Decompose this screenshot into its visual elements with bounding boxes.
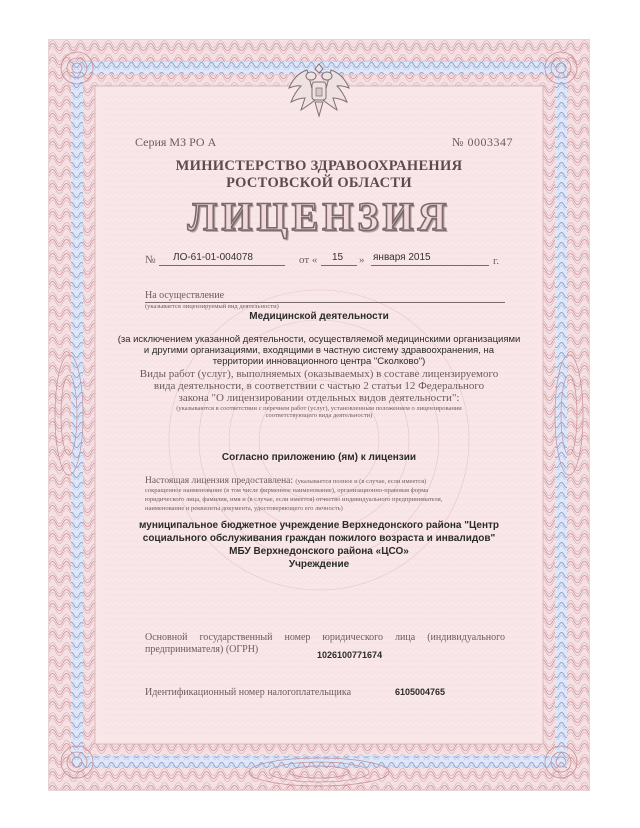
license-month-year: января 2015 — [373, 252, 431, 263]
license-form-number: № 0003347 — [452, 135, 513, 149]
quote-close: » — [359, 254, 365, 266]
activity-exception — [49, 334, 589, 367]
year-suffix: г. — [493, 255, 500, 267]
exception-line-3: территории инновационного центра "Сколково") — [212, 356, 426, 367]
activity-type: Медицинской деятельности — [249, 311, 389, 322]
licensee-org-form: Учреждение — [288, 559, 350, 570]
works-hint-2: соответствующего вида деятельности) — [265, 412, 373, 419]
works-hint — [49, 405, 589, 419]
granted-hint-1: (указывается полное и (в случае, если имеется) — [295, 478, 427, 485]
works-line-3: закона "О лицензировании отдельных видов деятельности": — [178, 392, 460, 404]
ministry-line-1: МИНИСТЕРСТВО ЗДРАВООХРАНЕНИЯ — [175, 158, 463, 174]
inn-label: Идентификационный номер налогоплательщика — [145, 687, 352, 698]
activity-intro: На осуществление — [145, 290, 225, 301]
licensee-short-name: МБУ Верхнедонского района «ЦСО» — [229, 546, 409, 557]
number-sign: № — [145, 254, 156, 266]
licensee-name-line-2: социального обслуживания граждан пожилого возраста и инвалидов" — [142, 533, 496, 544]
exception-line-1: (за исключением указанной деятельности, осуществляемой медицинскими организациями — [117, 334, 521, 345]
exception-line-2: и другими организациями, входящими в частную систему здравоохранения, на — [143, 345, 495, 356]
ogrn-value: 1026100771674 — [317, 650, 383, 660]
license-content — [49, 40, 589, 790]
granted-hint-4: наименование и реквизиты документа, удостоверяющего его личность) — [145, 505, 343, 512]
license-day: 15 — [332, 252, 344, 263]
document-title: ЛИЦЕНЗИЯ — [187, 194, 451, 239]
series-label: Серия МЗ РО А — [135, 135, 217, 149]
licensee-name-line-1: муниципальное бюджетное учреждение Верхнедонского района "Центр — [139, 520, 499, 531]
activity-intro-hint: (указывается лицензируемый вид деятельности) — [145, 303, 279, 310]
works-line-1: Виды работ (услуг), выполняемых (оказываемых) в составе лицензируемого — [139, 368, 499, 380]
works-hint-1: (указываются в соответствии с перечнем работ (услуг), установленным положением о лицензировании — [176, 405, 462, 412]
granted-hint-2: сокращенное наименование (в том числе фирменное наименование), организационно-правовая форма — [145, 487, 429, 494]
granted-hint-3: юридического лица, фамилия, имя и (в случае, если имеется) отчество индивидуального предпринимателя, — [145, 496, 443, 503]
ministry-line-2: РОСТОВСКОЙ ОБЛАСТИ — [226, 175, 412, 191]
ogrn-label-2: предпринимателя) (ОГРН) — [145, 644, 259, 655]
works-line-2: вида деятельности, в соответствии с частью 2 статьи 12 Федерального — [153, 380, 485, 392]
works-text — [49, 368, 589, 404]
appendix-note: Согласно приложению (ям) к лицензии — [221, 452, 417, 463]
date-from-label: от « — [299, 254, 318, 266]
license-number-row — [109, 250, 529, 268]
ogrn-label-1: Основной государственный номер юридического лица (индивидуального — [145, 632, 505, 643]
granted-block — [145, 476, 505, 513]
inn-value: 6105004765 — [395, 687, 446, 697]
ministry-title — [49, 158, 589, 192]
licensee-name — [49, 519, 589, 571]
granted-label: Настоящая лицензия предоставлена: — [145, 476, 294, 486]
license-number: ЛО-61-01-004078 — [173, 252, 253, 263]
